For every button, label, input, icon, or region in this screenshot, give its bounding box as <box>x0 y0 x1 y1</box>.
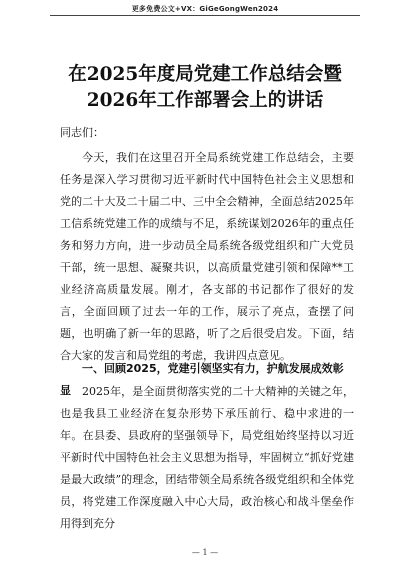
document-title: 在2025年度局党建工作总结会暨2026年工作部署会上的讲话 <box>68 64 342 111</box>
body-paragraph: 2025年，是全面贯彻落实党的二十大精神的关键之年，也是我县工业经济在复杂形势下承压前行、稳中求进的一年。在县委、县政府的坚强领导下，局党组始终坚持以习近平新时代中国特色社会主义思想为指导，牢固树立“抓好党建是最大政绩”的理念，团结带领全局系统各级党组织和全体党员，将党建工作深度融入中心大局，政治核心和战斗堡垒作用得到充分 <box>60 385 354 530</box>
body-paragraph: 今天，我们在这里召开全局系统党建工作总结会，主要任务是深入学习贯彻习近平新时代中国特色社会主义思想和党的二十大及二十届二中、三中全会精神，全面总结2025年工信系统党建工作的成绩与不足，系统谋划2026年的重点任务和努力方向，进一步动员全局系统各级党组织和广大党员干部，统一思想、凝聚共识，以高质量党建引领和保障**工业经济高质量发展。刚才，各支部的书记都作了很好的发言，全面回顾了过去一年的工作，展示了亮点，查摆了问题，也明确了新一年的思路，听了之后很受启发。下面，结合大家的发言和局党组的考虑，我讲四点意见。 <box>60 151 354 362</box>
greeting: 同志们： <box>60 126 104 139</box>
header-note: 更多免费公文+VX：GiGeGongWen2024 <box>131 5 279 13</box>
header-divider <box>50 15 360 16</box>
section-heading: 一、回顾2025，党建引领坚实有力，护航发展成效彰显 <box>60 362 344 397</box>
page-number: — 1 — <box>191 548 219 557</box>
